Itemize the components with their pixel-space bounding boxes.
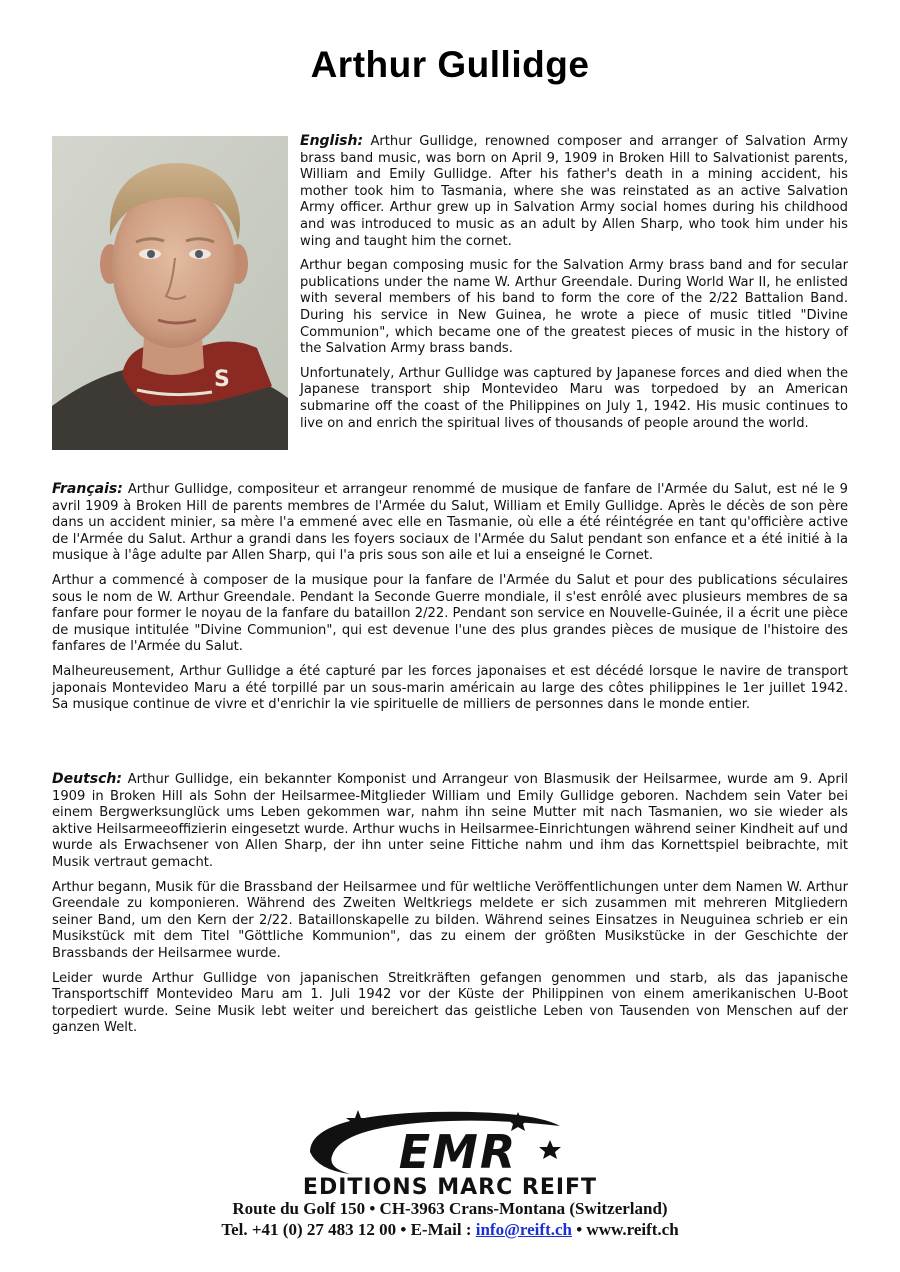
german-label: Deutsch: [52,771,122,787]
french-section [52,481,848,722]
german-section [52,771,848,1045]
contact-website: • www.reift.ch [571,1220,679,1239]
german-paragraph: Leider wurde Arthur Gullidge von japanischen Streitkräften gefangen genommen und starb, als das japanische Transportschiff Montevideo Maru am 1. Juli 1942 vor der Küste der Philippinen von einem amerikanischen U-Boot torpediert wurde. Seine Musik lebt weiter und bereichert das geistliche Leben von Tausenden von Menschen auf der ganzen Welt. [52,970,848,1036]
emr-logo [240,1104,660,1198]
french-text-1: Arthur Gullidge, compositeur et arrangeur renommé de musique de fanfare de l'Armée du Salut, est né le 9 avril 1909 à Broken Hill de parents membres de l'Armée du Salut, William et Emily Gullidge. Après le décès de son père dans un accident minier, sa mère l'a emmené avec elle en Tasmanie, où elle a été réintégrée en tant qu'officière active de l'Armée du Salut. Arthur a grandi dans les foyers sociaux de l'Armée du Salut pendant son enfance et a été initié à la musique à l'âge adulte par Allen Sharp, qui l'a pris sous son aile et lui a enseigné le Cornet. [52,482,848,564]
logo-emr-text: EMR [398,1125,518,1179]
english-section [300,133,848,440]
contact-phone: Tel. +41 (0) 27 483 12 00 • E-Mail : [221,1220,476,1239]
german-paragraph [52,771,848,872]
german-paragraph: Arthur begann, Musik für die Brassband der Heilsarmee und für weltliche Veröffentlichungen unter dem Namen W. Arthur Greendale zu komponieren. Während des Zweiten Weltkriegs meldete er sich zusammen mit mehreren Mitgliedern seiner Band, um den Kern der 2/22. Bataillonskapelle zu bilden. Während seines Einsatzes in Neuguinea schrieb er ein Musikstück mit dem Titel "Göttliche Kommunion", das zu einem der größten Musikstücke in der Geschichte der Brassbands der Heilsarmee wurde. [52,879,848,961]
english-label: English: [300,133,364,149]
logo-publisher-text: EDITIONS MARC REIFT [302,1175,598,1198]
english-paragraph: Arthur began composing music for the Salvation Army brass band and for secular publications under the name W. Arthur Greendale. During World War II, he enlisted with several members of his band to form the core of the 2/22 Battalion Band. During his service in New Guinea, he wrote a piece of music titled "Divine Communion", which became one of the greatest pieces of music in the history of the Salvation Army brass bands. [300,258,848,357]
svg-text:S: S [214,367,230,392]
french-paragraph: Arthur a commencé à composer de la musique pour la fanfare de l'Armée du Salut et pour des publications séculaires sous le nom de W. Arthur Greendale. Pendant la Seconde Guerre mondiale, il s'est enrôlé avec plusieurs membres de sa fanfare pour former le noyau de la fanfare du bataillon 2/22. Pendant son service en Nouvelle-Guinée, il a écrit une pièce de musique intitulée "Divine Communion", qui est devenue l'une des plus grandes pièces de musique de l'histoire des fanfares de l'Armée du Salut. [52,572,848,655]
publisher-footer [0,1104,900,1240]
german-text-1: Arthur Gullidge, ein bekannter Komponist und Arrangeur von Blasmusik der Heilsarmee, wurde am 9. April 1909 in Broken Hill als Sohn der Heilsarmee-Mitglieder William und Emily Gullidge geboren. Nachdem sein Vater bei einem Bergwerksunglück ums Leben gekommen war, nahm ihn seine Mutter mit nach Tasmanien, wo sie wieder als aktive Heilsarmeeoffizierin eingesetzt wurde. Arthur wuchs in Heilsarmee-Einrichtungen während seiner Kindheit auf und wurde als Erwachsener von Allen Sharp, der ihn unter seine Fittiche nahm und ihm das Kornettspiel beibrachte, mit Musik vertraut gemacht. [52,772,848,870]
french-paragraph: Malheureusement, Arthur Gullidge a été capturé par les forces japonaises et est décédé lorsque le navire de transport japonais Montevideo Maru a été torpillé par un sous-marin américain au large des côtes philippines le 1er juillet 1942. Sa musique continue de vivre et d'enrichir la vie spirituelle de milliers de personnes dans le monde entier. [52,663,848,713]
email-link[interactable]: info@reift.ch [475,1220,572,1239]
portrait-photo [52,136,288,450]
publisher-contact [0,1219,900,1240]
french-label: Français: [52,481,123,497]
page-title: Arthur Gullidge [310,44,590,85]
english-paragraph [300,133,848,250]
french-paragraph [52,481,848,565]
publisher-address: Route du Golf 150 • CH-3963 Crans-Montana (Switzerland) [232,1199,668,1218]
english-text-1: Arthur Gullidge, renowned composer and arranger of Salvation Army brass band music, was born on April 9, 1909 in Broken Hill to Salvationist parents, William and Emily Gullidge. After his father's death in a mining accident, his mother took him to Tasmania, where she was reinstated as an active Salvation Army officer. Arthur grew up in Salvation Army social homes during his childhood and was introduced to music as an adult by Allen Sharp, who took him under his wing and taught him the cornet. [300,134,848,249]
english-paragraph: Unfortunately, Arthur Gullidge was captured by Japanese forces and died when the Japanese transport ship Montevideo Maru was torpedoed by an American submarine off the coast of the Philippines on July 1, 1942. His music continues to live on and enrich the spiritual lives of thousands of people around the world. [300,365,848,431]
